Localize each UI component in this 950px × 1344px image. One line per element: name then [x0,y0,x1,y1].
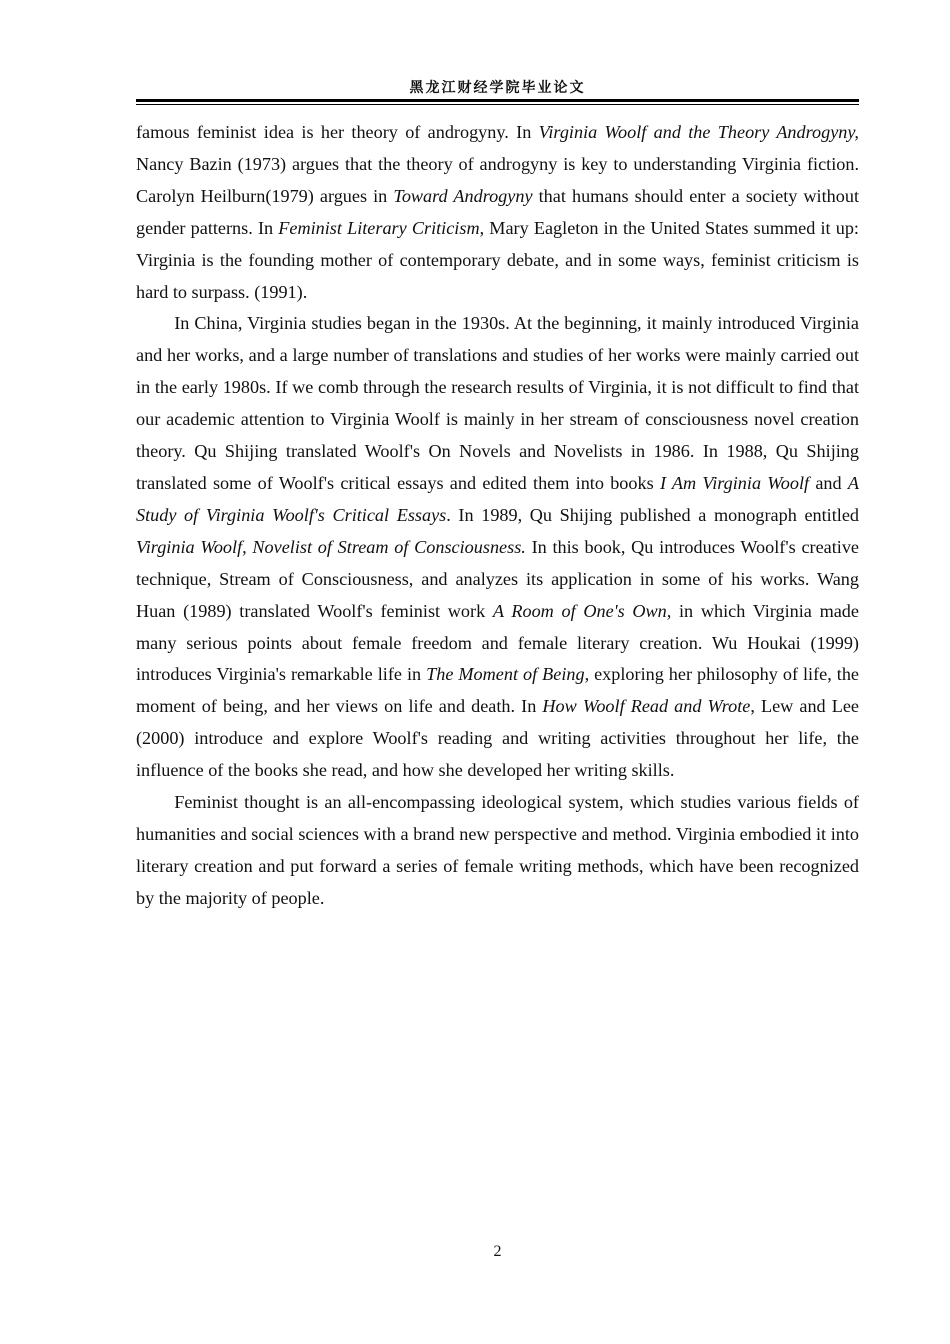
text-run: and [809,472,848,493]
book-title: Virginia Woolf, Novelist of Stream of Consciousness. [136,536,526,557]
book-title: The Moment of Being [426,664,585,685]
text-run: famous feminist idea is her theory of androgyny. In [136,122,539,142]
text-run: , Lew and Lee (2000) introduce and explore Woolf's reading and writing activities throughout her life, the influence of the books she read, and how she developed her writing skills. [136,696,859,781]
header-rule-thick [136,99,859,102]
text-run: Nancy Bazin (1973) argues that the theory of androgyny is key to understanding Virginia fiction. Carolyn Heilburn(1979) argues in [136,153,859,206]
paragraph-2 [136,308,859,787]
book-title: A Room of One's Own, [492,600,672,621]
text-run: that humans should enter a society without gender patterns. In [136,185,860,238]
text-run: , exploring her philosophy of life, the moment of being, and her views on life and death. In [136,664,859,717]
book-title: I Am Virginia Woolf [659,472,810,493]
text-run: , Mary Eagleton in the United States summed it up: Virginia is the founding mother of contemporary debate, and in some ways, feminist criticism is hard to surpass. (1991). [136,217,859,302]
book-title: How Woolf Read and Wrote [542,696,751,717]
text-run: In this book, Qu introduces Woolf's creative technique, Stream of Consciousness, and analyzes its application in some of his works. Wang Huan (1989) translated Woolf's feminist work [136,536,859,621]
text-run: Feminist thought is an all-encompassing ideological system, which studies various fields of humanities and social sciences with a brand new perspective and method. Virginia embodied it into literary creation and put forward a series of female writing methods, which have been recognized by the majority of people. [136,792,859,908]
book-title: A Study of Virginia Woolf's Critical Essays [136,472,859,525]
text-run: in which Virginia made many serious points about female freedom and female literary creation. Wu Houkai (1999) introduces Virginia's remarkable life in [136,600,859,685]
page-number: 2 [493,1243,502,1260]
text-run: In China, Virginia studies began in the 1930s. At the beginning, it mainly introduced Virginia and her works, and a large number of translations and studies of her works were mainly carried out in the early 1980s. If we comb through the research results of Virginia, it is not difficult to find that our academic attention to Virginia Woolf is mainly in her stream of consciousness novel creation theory. Qu Shijing translated Woolf's On Novels and Novelists in 1986. In 1988, Qu Shijing translated some of Woolf's critical essays and edited them into books [136,313,859,493]
book-title: Toward Androgyny [393,185,533,206]
document-body [136,117,859,915]
paragraph-1 [136,117,859,308]
page-header-title: 黑龙江财经学院毕业论文 [409,80,586,96]
text-run: . In 1989, Qu Shijing published a monograph entitled [446,504,859,525]
header-rule-thin [136,104,859,105]
book-title: Feminist Literary Criticism [278,217,480,238]
paragraph-3 [136,787,859,915]
book-title: Virginia Woolf and the Theory Androgyny, [538,122,859,142]
